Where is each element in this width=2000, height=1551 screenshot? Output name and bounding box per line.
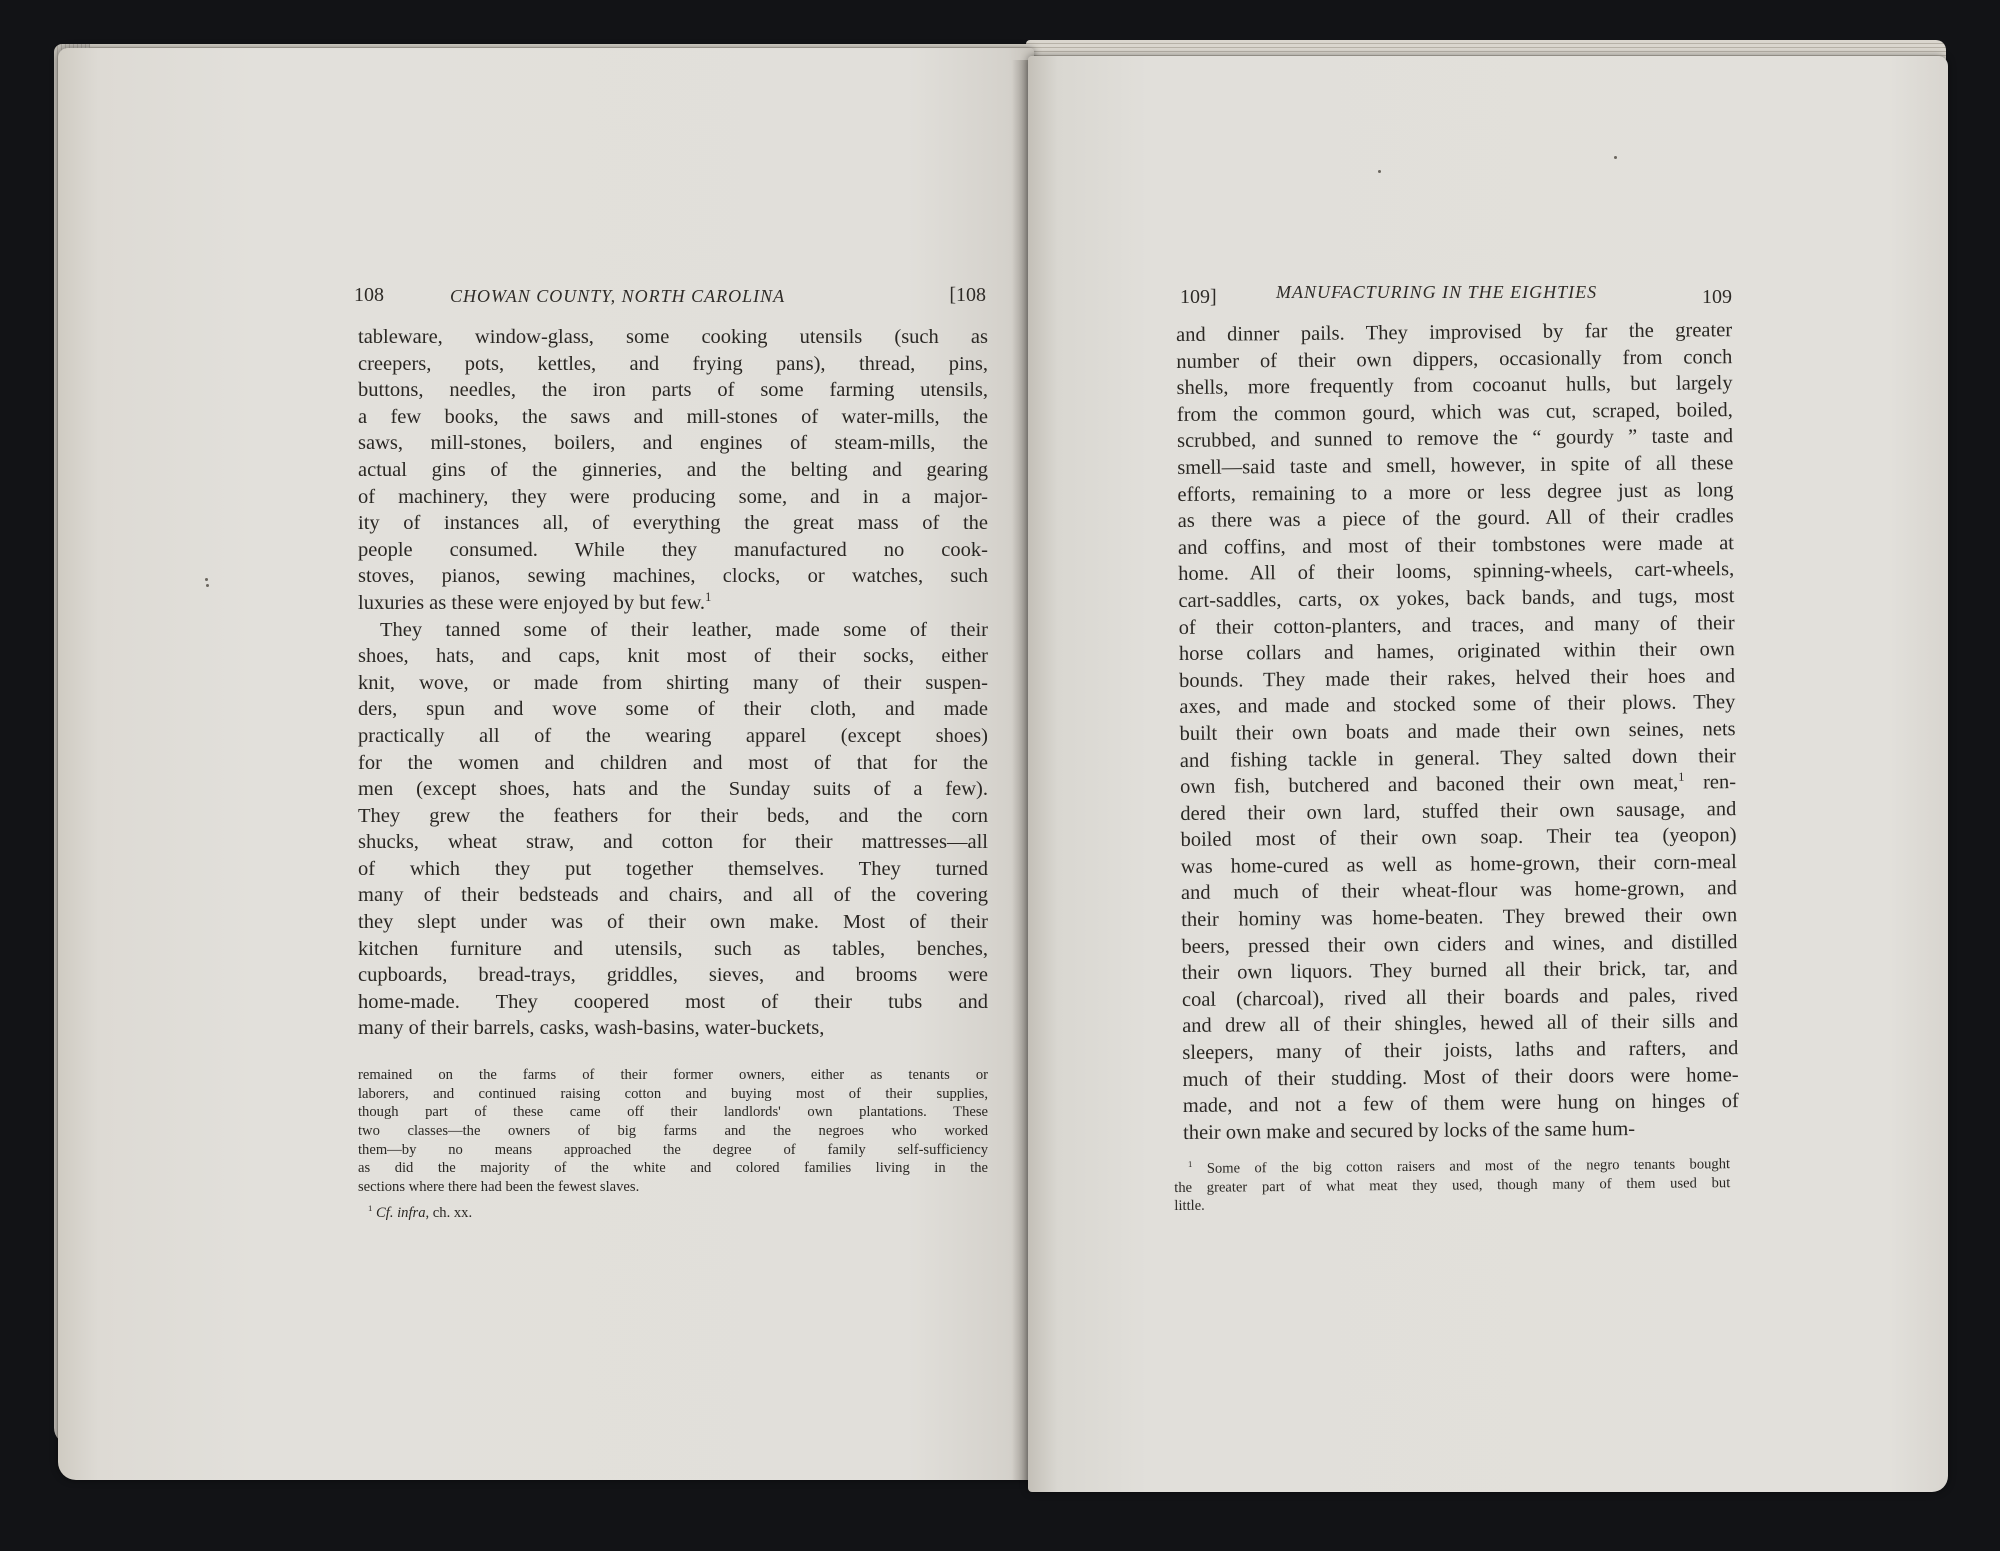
- left-footnote-line: [358, 1085, 988, 1104]
- right-body-text: [1176, 317, 1739, 1146]
- left-body-line-text: tableware, window-glass, some cooking utensils (such as: [358, 326, 988, 348]
- right-body-line-text: built their own boats and made their own seines, nets: [1179, 718, 1736, 745]
- paper-fleck: [1378, 170, 1381, 173]
- left-body-line-text: actual gins of the ginneries, and the belting and gearing: [358, 458, 988, 481]
- right-running-title: MANUFACTURING IN THE EIGHTIES: [1276, 282, 1598, 302]
- right-body-line: [1183, 1115, 1739, 1146]
- left-footnote-line-text: laborers, and continued raising cotton and buying most of their supplies,: [358, 1085, 988, 1102]
- left-body-line: [358, 324, 988, 351]
- right-body-line-text: axes, and made and stocked some of their plows. They: [1179, 691, 1736, 719]
- left-footnote-ref-marker: 1: [368, 1203, 373, 1214]
- right-footnote-line-text: Some of the big cotton raisers and most of the negro tenants bought: [1192, 1156, 1731, 1177]
- right-body-line-text: made, and not a few of them were hung on hinges of: [1182, 1090, 1739, 1118]
- right-body-line-text: smell—said taste and smell, however, in spite of all these: [1177, 452, 1734, 479]
- left-body-line: [358, 962, 988, 989]
- right-body-line: [1179, 716, 1735, 747]
- left-body-line-text: for the women and children and most of that for the: [358, 751, 988, 774]
- left-page-number: 108: [354, 284, 384, 306]
- left-body-text: [358, 324, 988, 1042]
- left-body-line-text: practically all of the wearing apparel (except shoes): [358, 724, 988, 747]
- left-body-line: [358, 643, 988, 670]
- right-body-line-text: their own liquors. They burned all their brick, tar, and: [1181, 957, 1738, 985]
- left-footnote-line: [358, 1159, 988, 1178]
- right-body-line-text: beers, pressed their own ciders and wines, and distilled: [1181, 930, 1738, 958]
- right-footnote-line-text: the greater part of what meat they used, though many of them used but: [1174, 1174, 1731, 1196]
- right-body-line: [1183, 1088, 1739, 1119]
- left-footnote-line-text: though part of these came off their landlords' own plantations. These: [358, 1104, 988, 1121]
- left-body-line-text: home-made. They coopered most of their tubs and: [358, 990, 988, 1013]
- left-body-line: [358, 377, 988, 404]
- right-body-line-text: their hominy was home-beaten. They brewed their own: [1181, 904, 1738, 932]
- right-body-line-text: as there was a piece of the gourd. All of their cradles: [1177, 505, 1734, 533]
- left-body-line-text: kitchen furniture and utensils, such as tables, benches,: [358, 937, 988, 960]
- left-footnote-line: [358, 1122, 988, 1141]
- left-body-line-text: stoves, pianos, sewing machines, clocks, or watches, such: [358, 565, 988, 588]
- left-footnote: [358, 1066, 988, 1197]
- left-footnote-line-text: two classes—the owners of big farms and the negroes who worked: [358, 1123, 988, 1140]
- left-body-line: [358, 829, 988, 856]
- paper-fleck: [206, 584, 209, 587]
- right-page: [1028, 56, 1948, 1492]
- left-body-line: [358, 430, 988, 457]
- right-body-line-text: home. All of their looms, spinning-wheels, cart-wheels,: [1178, 558, 1735, 586]
- right-body-line-text: and dinner pails. They improvised by far the greater: [1176, 319, 1733, 346]
- left-body-line: [358, 537, 988, 564]
- right-bracket-number: 109]: [1180, 286, 1217, 308]
- left-body-line: [358, 909, 988, 936]
- left-body-line-text: luxuries as these were enjoyed by but few.: [358, 591, 706, 614]
- paper-fleck: [205, 578, 208, 581]
- right-body-line-text: and drew all of their shingles, hewed all of their sills and: [1182, 1010, 1739, 1038]
- left-body-line: [358, 723, 988, 750]
- footnote-marker: 1: [1678, 769, 1685, 784]
- right-body-line-text: of their cotton-planters, and traces, and many of their: [1178, 611, 1735, 639]
- left-body-line: [358, 856, 988, 883]
- right-body-line-text: sleepers, many of their joists, laths and rafters, and: [1182, 1037, 1739, 1065]
- left-body-line: [358, 563, 988, 590]
- left-body-line: [358, 776, 988, 803]
- left-body-line: [358, 670, 988, 697]
- left-footnote-ref-italic: Cf. infra: [376, 1205, 426, 1221]
- left-body-line: [358, 989, 988, 1016]
- left-footnote-line-text: remained on the farms of their former owners, either as tenants or: [358, 1067, 988, 1083]
- right-running-head: [1180, 282, 1732, 312]
- right-body-line-text: boiled most of their own soap. Their tea (yeopon): [1180, 824, 1737, 852]
- left-page: [58, 48, 1034, 1480]
- right-body-line: [1177, 450, 1733, 481]
- left-footnote-line-text: them—by no means approached the degree of family self-sufficiency: [358, 1141, 988, 1158]
- left-body-line: [358, 803, 988, 830]
- left-body-line: [358, 936, 988, 963]
- left-body-line-text: ders, spun and wove some of their cloth, and made: [358, 698, 988, 721]
- left-body-line: [358, 882, 988, 909]
- left-footnote-line-text: as did the majority of the white and colored families living in the: [358, 1160, 988, 1177]
- right-body-line-continuation: ren-: [1684, 771, 1737, 794]
- right-body-line-text: cart-saddles, carts, ox yokes, back bands, and tugs, most: [1178, 585, 1735, 612]
- left-footnote-line: [358, 1066, 988, 1085]
- right-body-line-text: horse collars and hames, originated within their own: [1178, 638, 1735, 666]
- left-body-line: [358, 404, 988, 431]
- right-body-line-text: and much of their wheat-flour was home-grown, and: [1180, 877, 1738, 905]
- left-body-line-text: shucks, wheat straw, and cotton for their mattresses—all: [358, 831, 988, 854]
- left-body-line: [358, 484, 988, 511]
- left-body-line: [358, 590, 988, 617]
- left-footnote-line: [358, 1178, 988, 1197]
- left-body-line: [358, 617, 988, 644]
- left-body-line: [358, 1015, 988, 1042]
- right-footnote: [1174, 1155, 1730, 1216]
- right-body-line-text: their own make and secured by locks of the same hum-: [1182, 1117, 1636, 1144]
- left-body-line-text: They tanned some of their leather, made some of their: [380, 618, 988, 641]
- left-body-line-text: shoes, hats, and caps, knit most of their socks, either: [358, 645, 988, 668]
- left-footnote-ref-rest: , ch. xx.: [425, 1205, 473, 1221]
- left-body-line-text: of machinery, they were producing some, and in a major-: [358, 485, 988, 508]
- right-body-line-text: from the common gourd, which was cut, scraped, boiled,: [1176, 398, 1733, 426]
- left-footnote-reference: [368, 1204, 472, 1223]
- left-body-line-text: They grew the feathers for their beds, and the corn: [358, 804, 988, 827]
- right-body-line-text: number of their own dippers, occasionally from conch: [1176, 345, 1733, 373]
- right-body-line-text: and fishing tackle in general. They salted down their: [1179, 744, 1736, 772]
- paper-fleck: [1614, 156, 1617, 159]
- left-body-line-text: many of their bedsteads and chairs, and all of the covering: [358, 884, 988, 907]
- footnote-marker: 1: [1187, 1158, 1193, 1170]
- left-running-head: [354, 284, 988, 314]
- right-body-line: [1178, 583, 1734, 614]
- right-body-line-text: efforts, remaining to a more or less degree just as long: [1177, 478, 1734, 506]
- left-footnote-line: [358, 1103, 988, 1122]
- left-body-line-text: men (except shoes, hats and the Sunday suits of a few).: [358, 778, 988, 801]
- right-body-line-text: scrubbed, and sunned to remove the “ gourdy ” taste and: [1176, 425, 1734, 453]
- left-body-line-text: knit, wove, or made from shirting many of their suspen-: [358, 671, 988, 694]
- right-body-line-text: dered their own lard, stuffed their own sausage, and: [1180, 797, 1737, 825]
- footnote-marker: 1: [705, 590, 712, 605]
- left-body-line-text: cupboards, bread-trays, griddles, sieves, and brooms were: [358, 964, 988, 987]
- right-body-line-text: and coffins, and most of their tombstones were made at: [1177, 531, 1735, 559]
- right-body-line-text: shells, more frequently from cocoanut hulls, but largely: [1176, 372, 1733, 400]
- left-running-title: CHOWAN COUNTY, NORTH CAROLINA: [450, 286, 786, 306]
- right-body-line-text: much of their studding. Most of their doors were home-: [1182, 1063, 1739, 1091]
- left-body-line-text: ity of instances all, of everything the great mass of the: [358, 512, 988, 535]
- left-body-line: [358, 750, 988, 777]
- right-body-line-text: own fish, butchered and baconed their own meat,: [1179, 771, 1679, 799]
- left-body-line-text: creepers, pots, kettles, and frying pans), thread, pins,: [358, 352, 988, 375]
- left-body-line-text: they slept under was of their own make. Most of their: [358, 911, 988, 934]
- left-body-line-text: buttons, needles, the iron parts of some farming utensils,: [358, 379, 988, 402]
- right-page-number: 109: [1702, 286, 1732, 308]
- left-footnote-line: [358, 1141, 988, 1160]
- left-body-line-text: of which they put together themselves. They turned: [358, 857, 988, 880]
- left-footnote-line-text: sections where there had been the fewest slaves.: [358, 1179, 640, 1196]
- left-body-line: [358, 696, 988, 723]
- left-body-line: [358, 510, 988, 537]
- right-body-line-text: bounds. They made their rakes, helved their hoes and: [1179, 664, 1736, 692]
- left-body-line-text: saws, mill-stones, boilers, and engines of steam-mills, the: [358, 432, 988, 455]
- left-body-line-text: a few books, the saws and mill-stones of water-mills, the: [358, 405, 988, 428]
- right-body-line-text: coal (charcoal), rived all their boards and pales, rived: [1181, 983, 1738, 1011]
- left-body-line-text: people consumed. While they manufactured no cook-: [358, 538, 988, 561]
- right-footnote-line-text: little.: [1174, 1198, 1205, 1215]
- left-body-line-text: many of their barrels, casks, wash-basins, water-buckets,: [358, 1017, 825, 1040]
- left-body-line: [358, 457, 988, 484]
- left-bracket-number: [108: [949, 284, 986, 306]
- left-body-line: [358, 351, 988, 378]
- right-body-line-text: was home-cured as well as home-grown, their corn-meal: [1180, 851, 1737, 878]
